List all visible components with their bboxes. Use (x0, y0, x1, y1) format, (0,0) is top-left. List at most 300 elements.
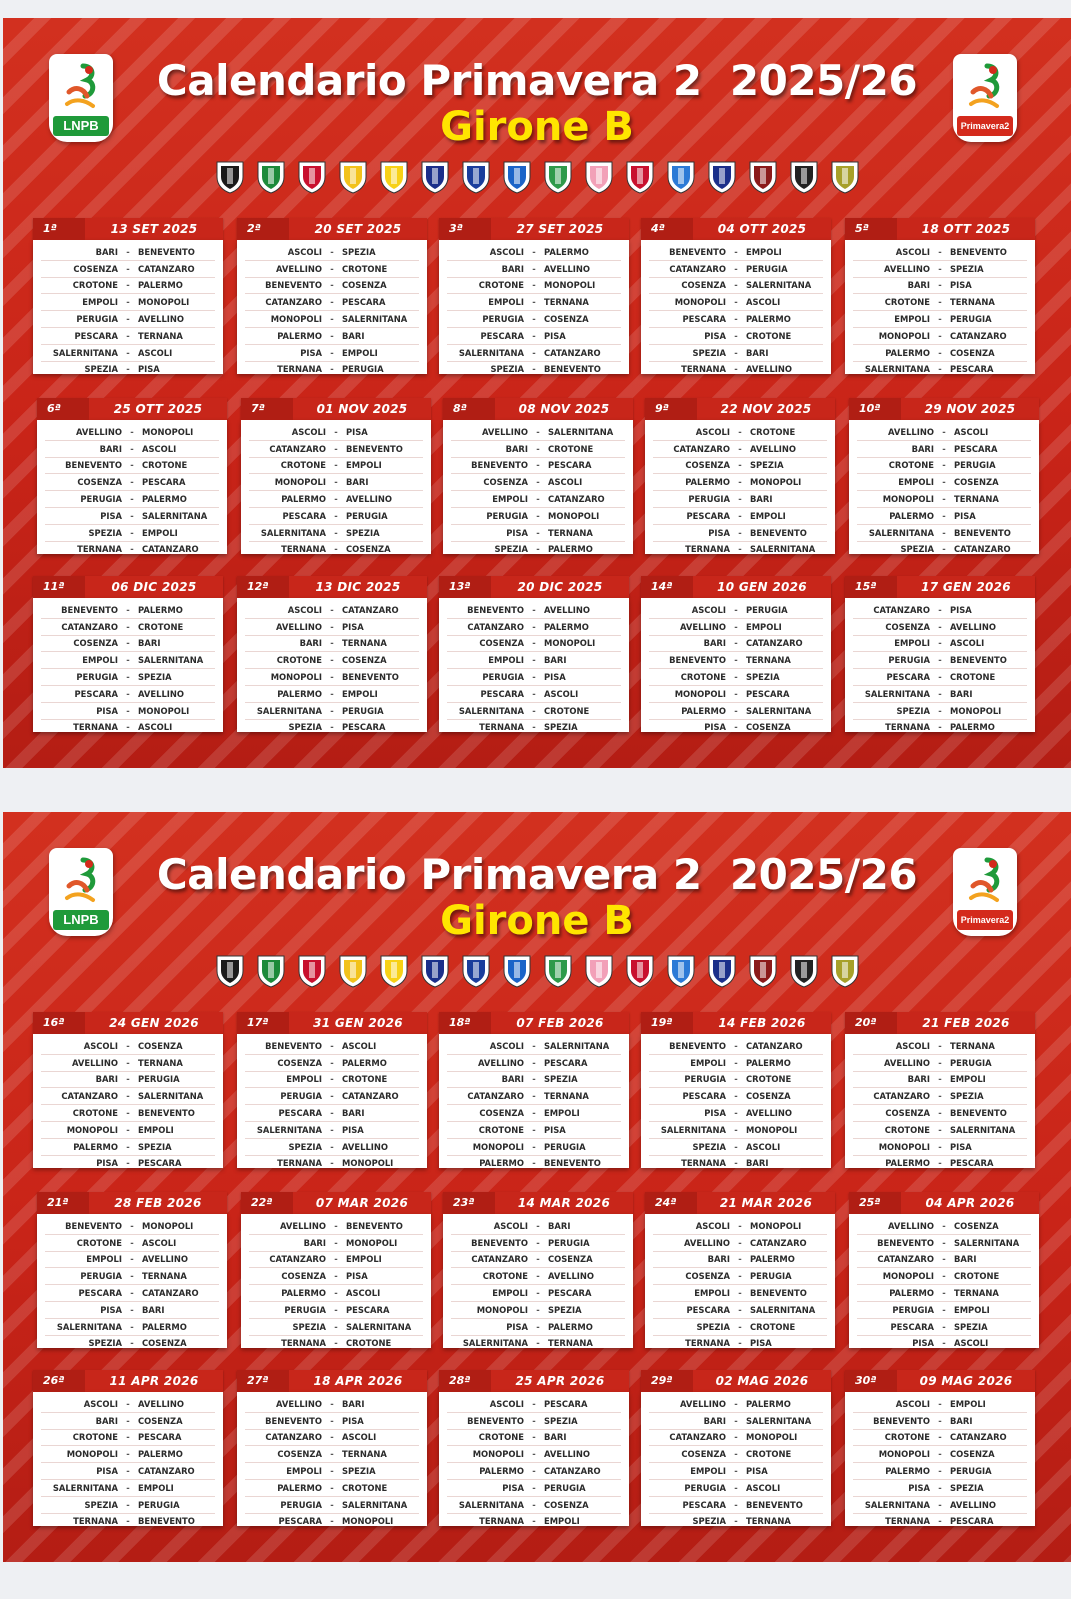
match-separator: - (536, 1237, 540, 1248)
match-separator: - (938, 1108, 942, 1119)
round-date: 27 SET 2025 (516, 222, 604, 236)
away-team: COSENZA (346, 544, 391, 555)
away-team: MONOPOLI (342, 1516, 394, 1527)
match-row (245, 652, 419, 669)
home-team: PALERMO (685, 477, 730, 488)
match-separator: - (334, 1254, 338, 1265)
home-team: ASCOLI (489, 1040, 524, 1051)
away-team: EMPOLI (544, 1516, 580, 1527)
match-row (653, 1252, 827, 1269)
match-separator: - (532, 330, 536, 341)
away-team: ASCOLI (548, 477, 583, 488)
match-separator: - (334, 544, 338, 555)
home-team: PALERMO (479, 1466, 524, 1477)
home-team: TERNANA (681, 364, 726, 375)
home-team: TERNANA (479, 722, 524, 733)
home-team: BARI (505, 443, 528, 454)
away-team: SPEZIA (950, 1482, 984, 1493)
match-row (653, 474, 827, 491)
round-card (37, 1192, 227, 1352)
away-team: PALERMO (544, 621, 589, 632)
match-separator: - (536, 527, 540, 538)
match-separator: - (130, 1220, 134, 1231)
round-card (845, 1012, 1035, 1172)
match-separator: - (334, 1304, 338, 1315)
league-mark-icon (59, 62, 103, 112)
avellino-crest-icon (254, 158, 288, 196)
away-team: EMPOLI (950, 1074, 986, 1085)
match-row (857, 1302, 1031, 1319)
ternana-crest-icon (828, 952, 862, 990)
round-date: 29 NOV 2025 (924, 402, 1016, 416)
away-team: PALERMO (138, 1449, 183, 1460)
away-team: PESCARA (746, 688, 790, 699)
away-team: CATANZARO (342, 1091, 399, 1102)
spezia-crest-icon (787, 158, 821, 196)
match-row (245, 602, 419, 619)
match-row (649, 1446, 823, 1463)
match-row (245, 1514, 419, 1530)
match-separator: - (532, 621, 536, 632)
match-row (249, 525, 423, 542)
home-team: SPEZIA (900, 544, 934, 555)
match-separator: - (738, 443, 742, 454)
match-separator: - (532, 1499, 536, 1510)
match-separator: - (938, 1415, 942, 1426)
home-team: BARI (907, 280, 930, 291)
round-number: 11ª (33, 576, 85, 598)
away-team: BARI (138, 638, 161, 649)
match-separator: - (938, 1516, 942, 1527)
match-row (41, 686, 215, 703)
home-team: ASCOLI (895, 1398, 930, 1409)
away-team: PALERMO (138, 280, 183, 291)
match-row (853, 261, 1027, 278)
match-row (451, 525, 625, 542)
home-team: SPEZIA (896, 705, 930, 716)
match-separator: - (126, 621, 130, 632)
palermo-crest-icon (582, 952, 616, 990)
home-team: PESCARA (282, 510, 326, 521)
away-team: COSENZA (746, 722, 791, 733)
match-row (41, 619, 215, 636)
match-row (649, 720, 823, 736)
home-team: PESCARA (890, 1321, 934, 1332)
match-row (853, 1038, 1027, 1055)
match-list (33, 1392, 223, 1526)
round-date: 07 MAR 2026 (315, 1196, 409, 1210)
away-team: PISA (950, 1141, 972, 1152)
home-team: CATANZARO (61, 1091, 118, 1102)
home-team: SALERNITANA (864, 1499, 930, 1510)
match-separator: - (938, 1398, 942, 1409)
match-separator: - (734, 655, 738, 666)
home-team: AVELLINO (883, 263, 930, 274)
home-team: TERNANA (281, 544, 326, 555)
match-row (853, 1055, 1027, 1072)
match-row (653, 491, 827, 508)
rounds-grid (33, 218, 1043, 758)
match-separator: - (938, 1124, 942, 1135)
home-team: PALERMO (889, 1288, 934, 1299)
away-team: MONOPOLI (548, 510, 600, 521)
match-separator: - (734, 1466, 738, 1477)
away-team: ASCOLI (954, 426, 989, 437)
home-team: COSENZA (277, 1449, 322, 1460)
match-separator: - (126, 1466, 130, 1477)
match-row (653, 1218, 827, 1235)
round-date: 06 DIC 2025 (111, 580, 197, 594)
match-row (41, 294, 215, 311)
home-team: PISA (708, 527, 730, 538)
match-row (447, 244, 621, 261)
match-separator: - (734, 621, 738, 632)
home-team: MONOPOLI (476, 1304, 528, 1315)
match-row (447, 1072, 621, 1089)
match-row (245, 1497, 419, 1514)
away-team: PERUGIA (138, 1074, 180, 1085)
match-row (41, 1413, 215, 1430)
match-row (447, 703, 621, 720)
away-team: TERNANA (950, 1040, 995, 1051)
away-team: PERUGIA (746, 604, 788, 615)
match-row (653, 1268, 827, 1285)
match-row (41, 311, 215, 328)
round-number: 6ª (37, 398, 89, 420)
away-team: PISA (950, 280, 972, 291)
match-list (849, 1214, 1039, 1348)
match-row (649, 345, 823, 362)
match-separator: - (334, 1321, 338, 1332)
home-team: PALERMO (73, 1141, 118, 1152)
home-team: EMPOLI (488, 655, 524, 666)
match-separator: - (734, 1091, 738, 1102)
home-team: CROTONE (478, 280, 524, 291)
away-team: EMPOLI (342, 347, 378, 358)
home-team: BENEVENTO (669, 246, 726, 257)
home-team: SALERNITANA (462, 1338, 528, 1349)
primavera2-logo (953, 54, 1017, 142)
match-separator: - (738, 510, 742, 521)
match-separator: - (126, 1449, 130, 1460)
home-team: COSENZA (681, 280, 726, 291)
round-header (845, 576, 1035, 598)
away-team: COSENZA (544, 1499, 589, 1510)
home-team: EMPOLI (898, 477, 934, 488)
match-separator: - (126, 314, 130, 325)
home-team: MONOPOLI (882, 494, 934, 505)
away-team: PALERMO (142, 494, 187, 505)
away-team: BENEVENTO (138, 1516, 195, 1527)
away-team: CATANZARO (142, 1288, 199, 1299)
match-separator: - (536, 426, 540, 437)
away-team: SPEZIA (138, 1141, 172, 1152)
home-team: SPEZIA (88, 527, 122, 538)
away-team: CATANZARO (746, 1040, 803, 1051)
logo-text: LNPB (53, 116, 109, 136)
round-card (845, 576, 1035, 736)
away-team: COSENZA (954, 1220, 999, 1231)
match-row (653, 1336, 827, 1352)
away-team: EMPOLI (746, 621, 782, 632)
away-team: CROTONE (746, 330, 792, 341)
poster-subtitle: Girone B (440, 898, 634, 944)
match-row (653, 525, 827, 542)
home-team: AVELLINO (279, 1220, 326, 1231)
match-row (451, 441, 625, 458)
match-separator: - (734, 280, 738, 291)
away-team: BARI (950, 688, 973, 699)
ascoli-crest-icon (213, 952, 247, 990)
match-row (245, 1446, 419, 1463)
round-date: 25 OTT 2025 (113, 402, 203, 416)
home-team: BENEVENTO (65, 1220, 122, 1231)
home-team: SPEZIA (692, 1141, 726, 1152)
match-row (45, 1235, 219, 1252)
match-list (641, 1392, 831, 1526)
round-number: 19ª (641, 1012, 693, 1034)
round-date: 04 APR 2026 (925, 1196, 1015, 1210)
home-team: EMPOLI (492, 1288, 528, 1299)
match-row (245, 669, 419, 686)
match-list (241, 1214, 431, 1348)
away-team: BENEVENTO (138, 1108, 195, 1119)
match-row (447, 619, 621, 636)
away-team: SPEZIA (544, 1415, 578, 1426)
home-team: PISA (704, 1108, 726, 1119)
home-team: PESCARA (682, 1091, 726, 1102)
match-row (649, 1122, 823, 1139)
match-row (245, 311, 419, 328)
match-row (45, 1336, 219, 1352)
match-separator: - (532, 1482, 536, 1493)
match-separator: - (532, 1466, 536, 1477)
calendar-poster-1 (3, 18, 1071, 768)
match-separator: - (130, 510, 134, 521)
match-row (41, 1122, 215, 1139)
match-row (649, 619, 823, 636)
home-team: TERNANA (681, 1158, 726, 1169)
match-separator: - (734, 1516, 738, 1527)
away-team: SALERNITANA (138, 1091, 204, 1102)
match-separator: - (938, 1057, 942, 1068)
cosenza-crest-icon (418, 952, 452, 990)
round-header (443, 1192, 633, 1214)
away-team: COSENZA (548, 1254, 593, 1265)
home-team: PISA (704, 330, 726, 341)
home-team: PERUGIA (482, 672, 524, 683)
away-team: PERUGIA (750, 1271, 792, 1282)
home-team: COSENZA (685, 460, 730, 471)
round-card (645, 398, 835, 558)
match-row (853, 362, 1027, 378)
away-team: CROTONE (750, 1321, 796, 1332)
away-team: SPEZIA (544, 722, 578, 733)
home-team: TERNANA (685, 1338, 730, 1349)
match-separator: - (942, 477, 946, 488)
match-separator: - (536, 1338, 540, 1349)
match-separator: - (330, 1158, 334, 1169)
match-row (857, 424, 1031, 441)
away-team: CATANZARO (342, 604, 399, 615)
away-team: SALERNITANA (746, 1415, 812, 1426)
away-team: ASCOLI (138, 347, 173, 358)
home-team: PALERMO (885, 1158, 930, 1169)
home-team: TERNANA (73, 722, 118, 733)
home-team: AVELLINO (887, 426, 934, 437)
round-number: 14ª (641, 576, 693, 598)
match-separator: - (738, 1254, 742, 1265)
match-separator: - (130, 494, 134, 505)
match-separator: - (536, 544, 540, 555)
away-team: PERUGIA (954, 460, 996, 471)
match-row (649, 1396, 823, 1413)
home-team: AVELLINO (477, 1057, 524, 1068)
match-separator: - (330, 705, 334, 716)
home-team: AVELLINO (75, 426, 122, 437)
match-row (649, 1139, 823, 1156)
match-separator: - (536, 1304, 540, 1315)
round-number: 23ª (443, 1192, 495, 1214)
home-team: PALERMO (885, 1466, 930, 1477)
away-team: CATANZARO (142, 544, 199, 555)
match-separator: - (330, 1482, 334, 1493)
match-row (649, 328, 823, 345)
match-separator: - (734, 1499, 738, 1510)
match-row (857, 458, 1031, 475)
match-separator: - (938, 1482, 942, 1493)
match-list (845, 1034, 1035, 1168)
away-team: PALERMO (142, 1321, 187, 1332)
round-date: 09 MAG 2026 (919, 1374, 1013, 1388)
match-row (245, 1396, 419, 1413)
home-team: BENEVENTO (873, 1415, 930, 1426)
match-row (41, 1156, 215, 1172)
match-row (451, 542, 625, 558)
home-team: SPEZIA (696, 1321, 730, 1332)
match-row (857, 1235, 1031, 1252)
match-separator: - (938, 314, 942, 325)
match-row (653, 508, 827, 525)
away-team: CATANZARO (548, 494, 605, 505)
match-row (41, 1497, 215, 1514)
match-separator: - (334, 527, 338, 538)
match-row (653, 441, 827, 458)
match-separator: - (938, 347, 942, 358)
match-row (245, 294, 419, 311)
match-row (853, 619, 1027, 636)
match-list (37, 420, 227, 554)
match-row (853, 703, 1027, 720)
away-team: CROTONE (950, 672, 996, 683)
home-team: MONOPOLI (674, 297, 726, 308)
match-row (857, 525, 1031, 542)
match-row (249, 1336, 423, 1352)
home-team: PERUGIA (892, 1304, 934, 1315)
match-separator: - (536, 477, 540, 488)
match-separator: - (532, 1158, 536, 1169)
round-date: 28 FEB 2026 (114, 1196, 202, 1210)
match-separator: - (330, 1449, 334, 1460)
match-separator: - (938, 1449, 942, 1460)
away-team: SALERNITANA (142, 510, 208, 521)
match-separator: - (532, 688, 536, 699)
away-team: ASCOLI (746, 1141, 781, 1152)
match-row (857, 1268, 1031, 1285)
away-team: SPEZIA (138, 672, 172, 683)
home-team: PERUGIA (284, 1304, 326, 1315)
match-row (447, 328, 621, 345)
home-team: CROTONE (280, 460, 326, 471)
match-row (245, 1088, 419, 1105)
perugia-crest-icon (623, 158, 657, 196)
away-team: PESCARA (954, 443, 998, 454)
home-team: PALERMO (889, 510, 934, 521)
round-number: 2ª (237, 218, 289, 240)
match-row (249, 1319, 423, 1336)
away-team: BARI (746, 1158, 769, 1169)
league-mark-icon (963, 62, 1007, 112)
away-team: PISA (950, 604, 972, 615)
away-team: AVELLINO (950, 621, 997, 632)
round-card (443, 1192, 633, 1352)
home-team: MONOPOLI (472, 1141, 524, 1152)
round-number: 17ª (237, 1012, 289, 1034)
away-team: ASCOLI (954, 1338, 989, 1349)
away-team: PISA (746, 1466, 768, 1477)
away-team: PALERMO (950, 722, 995, 733)
match-row (853, 1430, 1027, 1447)
match-row (447, 1514, 621, 1530)
match-row (249, 1235, 423, 1252)
ascoli-crest-icon (213, 158, 247, 196)
match-row (45, 424, 219, 441)
match-separator: - (536, 1254, 540, 1265)
match-separator: - (330, 347, 334, 358)
match-separator: - (734, 604, 738, 615)
away-team: PALERMO (746, 1398, 791, 1409)
match-row (245, 1430, 419, 1447)
match-row (249, 441, 423, 458)
match-row (447, 311, 621, 328)
match-separator: - (938, 1158, 942, 1169)
match-separator: - (942, 426, 946, 437)
match-row (857, 1336, 1031, 1352)
calendar-poster-2 (3, 812, 1071, 1562)
away-team: COSENZA (342, 655, 387, 666)
match-separator: - (330, 1516, 334, 1527)
match-row (45, 1285, 219, 1302)
match-separator: - (738, 1220, 742, 1231)
match-separator: - (734, 722, 738, 733)
away-team: EMPOLI (346, 1254, 382, 1265)
match-row (857, 441, 1031, 458)
match-row (41, 261, 215, 278)
match-row (649, 636, 823, 653)
match-separator: - (330, 263, 334, 274)
home-team: CROTONE (888, 460, 934, 471)
home-team: PERUGIA (688, 494, 730, 505)
home-team: SPEZIA (84, 364, 118, 375)
round-number: 9ª (645, 398, 697, 420)
round-number: 1ª (33, 218, 85, 240)
away-team: PESCARA (346, 1304, 390, 1315)
away-team: ASCOLI (746, 1482, 781, 1493)
match-row (649, 1413, 823, 1430)
away-team: MONOPOLI (746, 1432, 798, 1443)
round-number: 29ª (641, 1370, 693, 1392)
round-header (443, 398, 633, 420)
